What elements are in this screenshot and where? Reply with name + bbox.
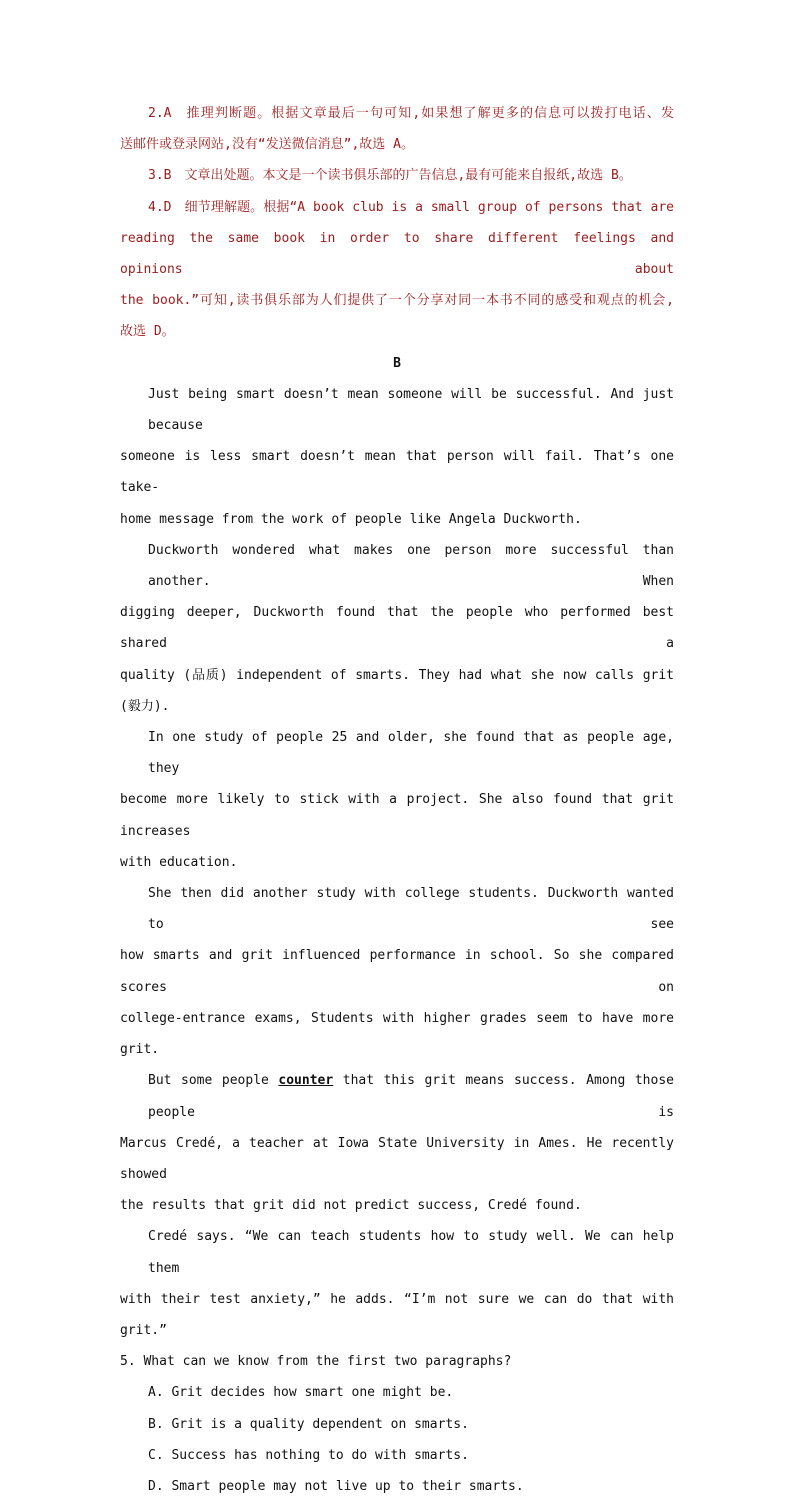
answer-2-line-1: 2.A 推理判断题。根据文章最后一句可知,如果想了解更多的信息可以拨打电话、发 [148,106,674,121]
underlined-word-counter: counter [278,1073,334,1089]
answer-4-line-1: 4.D 细节理解题。根据“A book club is a small group of persons that are [148,199,674,215]
reading-passage [120,379,674,1346]
answer-2-line-2: 送邮件或登录网站,没有“发送微信消息”,故选 A。 [120,137,414,153]
paragraph-1-line-1: Just being smart doesn’t mean someone will be successful. And just because [148,386,674,434]
paragraph-2-line-3: quality (品质) independent of smarts. They had what she now calls grit (毅力). [120,667,674,714]
option-d: D. Smart people may not live up to their smarts. [148,1478,524,1494]
answer-4-line-3: the book.”可知,读书俱乐部为人们提供了一个分享对同一本书不同的感受和观点的机会, [120,293,674,309]
paragraph-6-line-2: with their test anxiety,” he adds. “I’m not sure we can do that with grit.” [120,1291,674,1338]
document-content [120,98,674,1502]
answer-explanations [120,98,674,348]
paragraph-4-line-2: how smarts and grit influenced performance in school. So she compared scores on [120,948,674,995]
paragraph-5-line-1 [120,1065,674,1127]
answer-4-line-4: 故选 D。 [120,324,175,340]
paragraph-2-line-2: digging deeper, Duckworth found that the people who performed best shared a [120,605,674,652]
option-b: B. Grit is a quality dependent on smarts. [148,1416,469,1432]
paragraph-1-line-2: someone is less smart doesn’t mean that person will fail. That’s one take- [120,449,674,496]
paragraph-5-line-2: Marcus Credé, a teacher at Iowa State University in Ames. He recently showed [120,1135,674,1182]
question-5-stem: 5. What can we know from the first two paragraphs? [120,1354,512,1370]
paragraph-6-line-1: Credé says. “We can teach students how to study well. We can help them [148,1229,674,1276]
paragraph-4-line-1: She then did another study with college students. Duckworth wanted to see [148,886,674,933]
paragraph-3-line-2: become more likely to stick with a project. She also found that grit increases [120,792,674,839]
paragraph-5-line-3: the results that grit did not predict success, Credé found. [120,1198,582,1214]
option-c: C. Success has nothing to do with smarts. [148,1447,469,1463]
paragraph-3-line-3: with education. [120,854,238,870]
paragraph-5-text-a: But some people [148,1073,279,1089]
answer-4-line-2: reading the same book in order to share different feelings and opinions about [120,230,674,278]
option-a: A. Grit decides how smart one might be. [148,1385,454,1401]
section-title: B [393,355,401,371]
paragraph-4-line-3: college-entrance exams, Students with higher grades seem to have more grit. [120,1010,674,1058]
paragraph-1-line-3: home message from the work of people like Angela Duckworth. [120,511,582,527]
paragraph-5-text-b: that this grit means success. Among those people is [148,1073,674,1120]
answer-3-line-1: 3.B 文章出处题。本文是一个读书俱乐部的广告信息,最有可能来自报纸,故选 B。 [148,168,632,184]
paragraph-3-line-1: In one study of people 25 and older, she found that as people age, they [148,730,674,777]
question-5 [120,1346,674,1502]
paragraph-2-line-1: Duckworth wondered what makes one person more successful than another. When [148,542,674,590]
